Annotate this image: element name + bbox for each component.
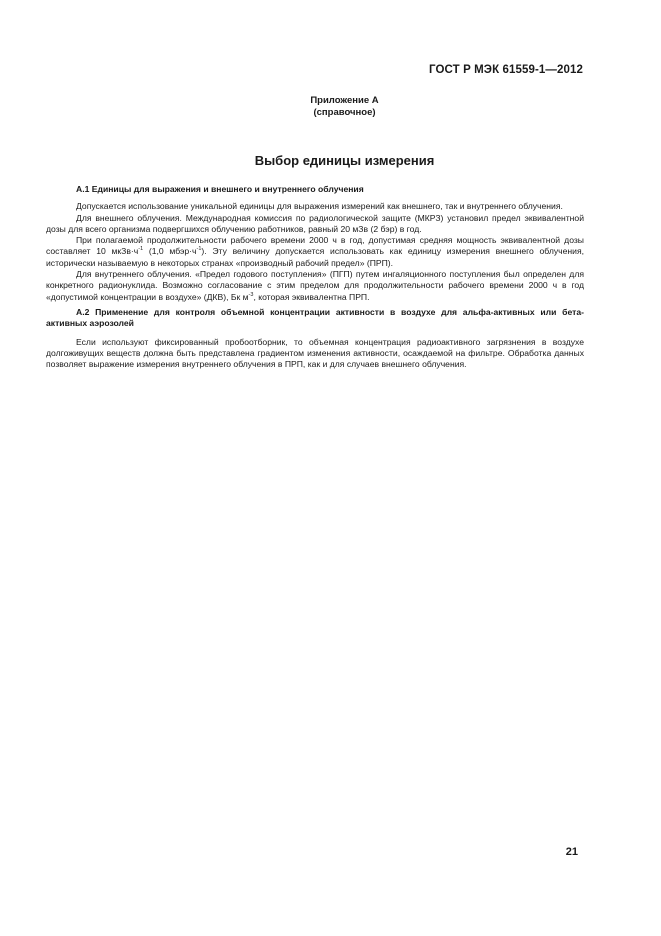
page-title-text: Выбор единицы измерения — [254, 153, 435, 168]
page-title — [0, 153, 661, 168]
p4-text-b: , которая эквивалентна ПРП. — [253, 291, 370, 302]
appendix-label: Приложение А — [310, 95, 379, 106]
page-number: 21 — [565, 846, 578, 858]
p4-superscript: -3 — [248, 291, 254, 298]
section-a2-paragraph-1: Если используют фиксированный пробоотборник, то объемная концентрация радиоактивного загрязнения в воздухе долгоживущих веществ должна быть представлена градиентом изменения активности, осаждаемой на фильтре. Обработка данных позволяет выражение измерения внутреннего облучения в ПРП, как и для случаев внешнего облучения. — [46, 336, 584, 370]
section-a1-paragraph-2: Для внешнего облучения. Международная комиссия по радиологической защите (МКРЗ) установил предел эквивалентной дозы для всего организма подвергшихся облучению работников, равный 20 мЗв (2 бэр) в год. — [46, 212, 584, 234]
p4-text-a: Для внутреннего облучения. «Предел годового поступления» (ПГП) путем ингаляционного поступления был определен для конкретного радионуклида. Возможно согласование с этим пределом для продолжительности рабочего времени 2000 ч в год «допустимой концентрации в воздухе» (ДКВ), Бк м — [46, 269, 584, 302]
p3-superscript-2: -1 — [196, 246, 202, 253]
section-a1-paragraph-1: Допускается использование уникальной единицы для выражения измерений как внешнего, так и внутреннего облучения. — [76, 201, 563, 212]
section-a1-paragraph-3 — [46, 235, 584, 269]
section-a1-paragraph-4 — [46, 269, 584, 303]
appendix-type: (справочное) — [313, 107, 376, 118]
section-a1-heading: А.1 Единицы для выражения и внешнего и внутреннего облучения — [76, 184, 364, 194]
document-code: ГОСТ Р МЭК 61559-1—2012 — [429, 64, 583, 76]
p3-superscript-1: -1 — [138, 246, 144, 253]
document-body — [46, 184, 584, 370]
p3-text-b: (1,0 мбэр·ч — [143, 246, 197, 257]
p3-text-c: ). Эту величину допускается использовать как единицу измерения внешнего облучения, исторически называемую в некоторых странах «производный рабочий предел» (ПРП). — [46, 246, 585, 268]
appendix-block — [0, 95, 661, 119]
p3-text-a: При полагаемой продолжительности рабочего времени 2000 ч в год, допустимая средняя мощность эквивалентной дозы составляет 10 мкЗв·ч — [46, 235, 584, 257]
section-a2-heading: А.2 Применение для контроля объемной концентрации активности в воздухе для альфа-активных или бета-активных аэрозолей — [46, 306, 584, 329]
